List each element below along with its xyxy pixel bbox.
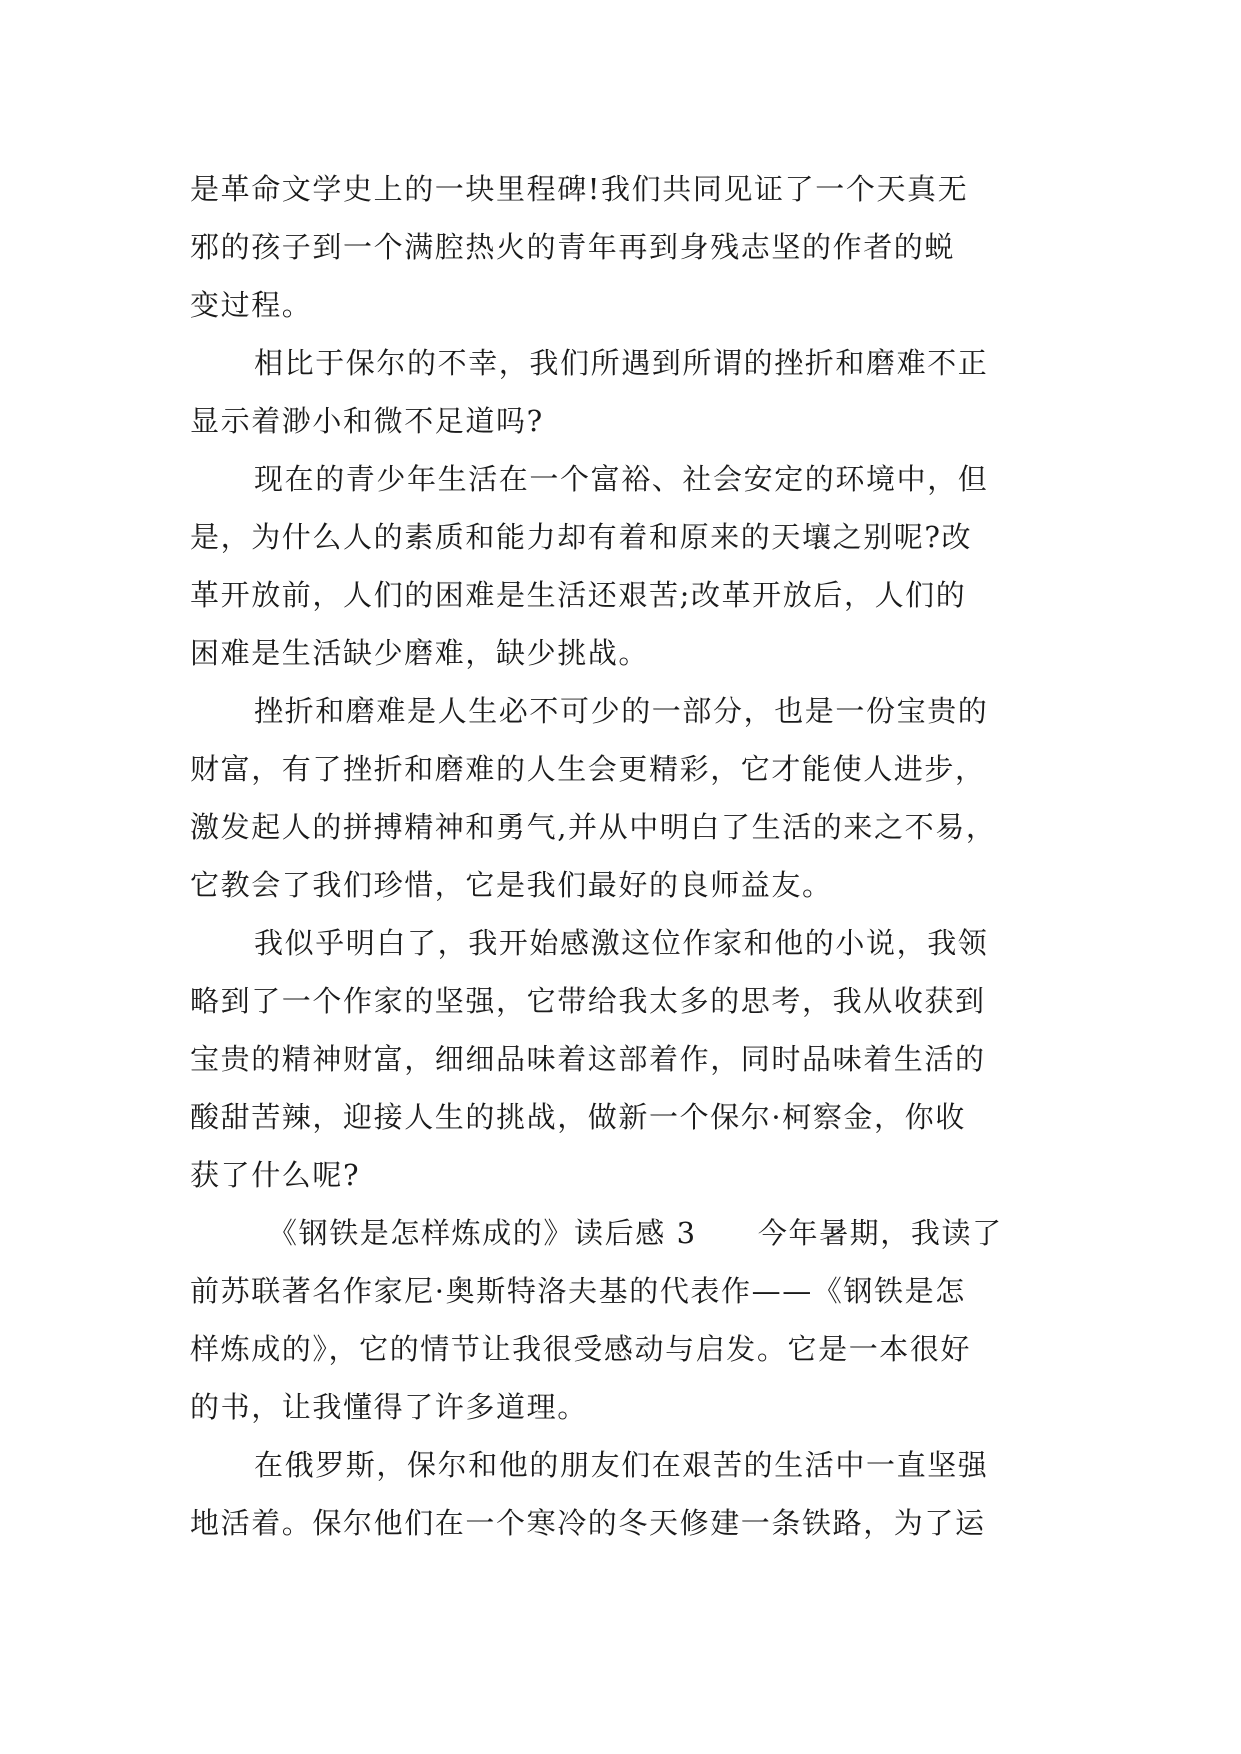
text-line: 显示着渺小和微不足道吗? <box>190 404 544 438</box>
text-line: 是革命文学史上的一块里程碑!我们共同见证了一个天真无 <box>190 172 969 206</box>
text-line: 前苏联著名作家尼·奥斯特洛夫基的代表作——《钢铁是怎 <box>190 1274 966 1308</box>
text-line: 它教会了我们珍惜，它是我们最好的良师益友。 <box>190 868 833 902</box>
text-line: 略到了一个作家的坚强，它带给我太多的思考，我从收获到 <box>190 984 986 1018</box>
text-line: 困难是生活缺少磨难，缺少挑战。 <box>190 636 650 670</box>
text-line: 宝贵的精神财富，细细品味着这部着作，同时品味着生活的 <box>190 1042 986 1076</box>
text-line: 变过程。 <box>190 288 313 322</box>
section-title-line: 《钢铁是怎样炼成的》读后感 3 今年暑期，我读了 <box>268 1216 1003 1250</box>
paragraph-start-line: 我似乎明白了，我开始感激这位作家和他的小说，我领 <box>254 926 989 960</box>
text-line: 激发起人的拼搏精神和勇气,并从中明白了生活的来之不易， <box>190 810 997 844</box>
text-line: 邪的孩子到一个满腔热火的青年再到身残志坚的作者的蜕 <box>190 230 956 264</box>
text-line: 地活着。保尔他们在一个寒冷的冬天修建一条铁路，为了运 <box>190 1506 986 1540</box>
text-line: 的书，让我懂得了许多道理。 <box>190 1390 588 1424</box>
paragraph-start-line: 在俄罗斯，保尔和他的朋友们在艰苦的生活中一直坚强 <box>254 1448 989 1482</box>
paragraph-start-line: 相比于保尔的不幸，我们所遇到所谓的挫折和磨难不正 <box>254 346 989 380</box>
text-line: 获了什么呢? <box>190 1158 361 1192</box>
text-line: 革开放前，人们的困难是生活还艰苦;改革开放后，人们的 <box>190 578 967 612</box>
text-line: 是，为什么人的素质和能力却有着和原来的天壤之别呢?改 <box>190 520 973 554</box>
text-line: 财富，有了挫折和磨难的人生会更精彩，它才能使人进步， <box>190 752 986 786</box>
text-line: 样炼成的》，它的情节让我很受感动与启发。它是一本很好 <box>190 1332 972 1366</box>
document-body <box>190 160 1050 1552</box>
paragraph-start-line: 现在的青少年生活在一个富裕、社会安定的环境中，但 <box>254 462 989 496</box>
text-line: 酸甜苦辣，迎接人生的挑战，做新一个保尔·柯察金，你收 <box>190 1100 966 1134</box>
paragraph-start-line: 挫折和磨难是人生必不可少的一部分，也是一份宝贵的 <box>254 694 989 728</box>
